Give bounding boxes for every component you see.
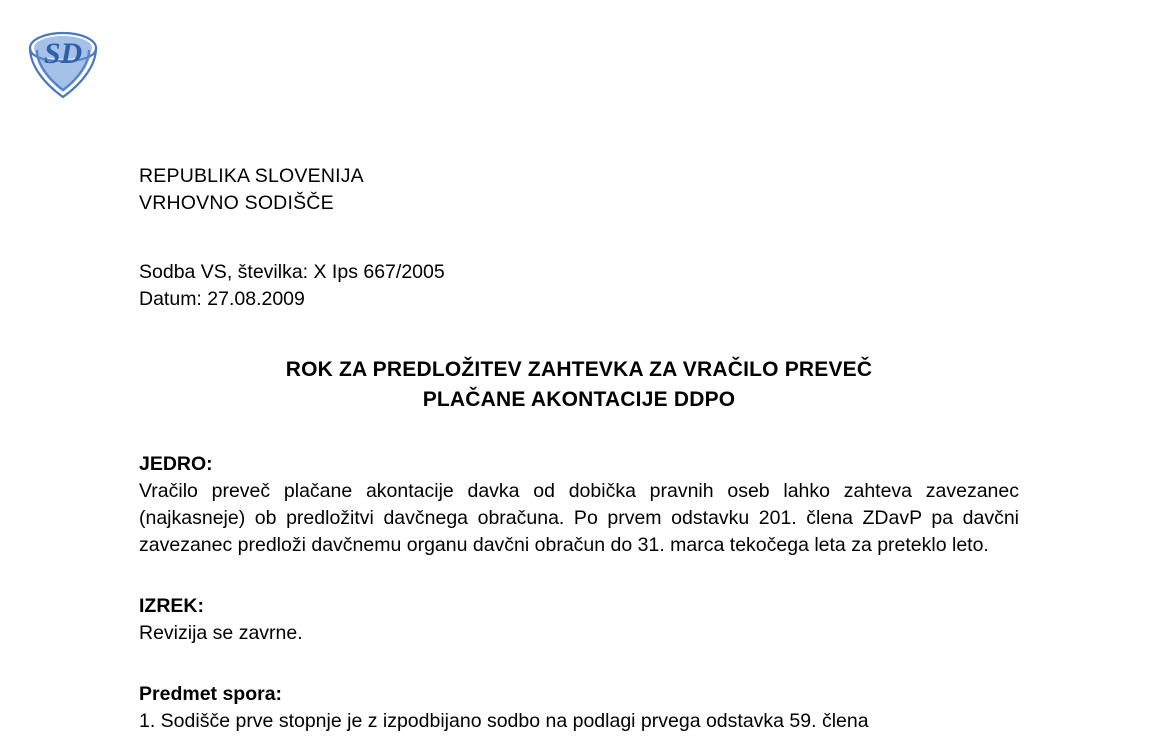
section-heading: Predmet spora: — [139, 683, 283, 705]
section-jedro — [139, 451, 1019, 559]
institution-line-2: VRHOVNO SODIŠČE — [139, 192, 334, 214]
supreme-court-emblem-icon — [22, 30, 104, 100]
section-body: Vračilo preveč plačane akontacije davka od dobička pravnih oseb lahko zahteva zavezanec (najkasneje) ob predložitvi davčnega obračuna. Po prvem odstavku 201. člena ZDavP pa davčni zavezanec predloži davčnemu organu davčni obračun do 31. marca tekočega leta za preteklo leto. — [139, 480, 1019, 556]
case-number-line: Sodba VS, številka: X Ips 667/2005 — [139, 261, 445, 283]
svg-text:SD: SD — [43, 37, 83, 70]
section-predmet-spora — [139, 681, 1019, 735]
section-body: Revizija se zavrne. — [139, 622, 303, 644]
section-body: 1. Sodišče prve stopnje je z izpodbijano sodbo na podlagi prvega odstavka 59. člena — [139, 710, 869, 732]
section-heading: JEDRO: — [139, 453, 213, 475]
document-body — [139, 163, 1019, 735]
section-heading: IZREK: — [139, 595, 204, 617]
institution-line-1: REPUBLIKA SLOVENIJA — [139, 165, 364, 187]
page-title-line-2: PLAČANE AKONTACIJE DDPO — [422, 388, 736, 411]
date-line: Datum: 27.08.2009 — [139, 288, 305, 310]
section-izrek — [139, 593, 1019, 647]
page-title-line-1: ROK ZA PREDLOŽITEV ZAHTEVKA ZA VRAČILO PREVEČ — [285, 358, 873, 381]
page-title — [139, 355, 1019, 415]
